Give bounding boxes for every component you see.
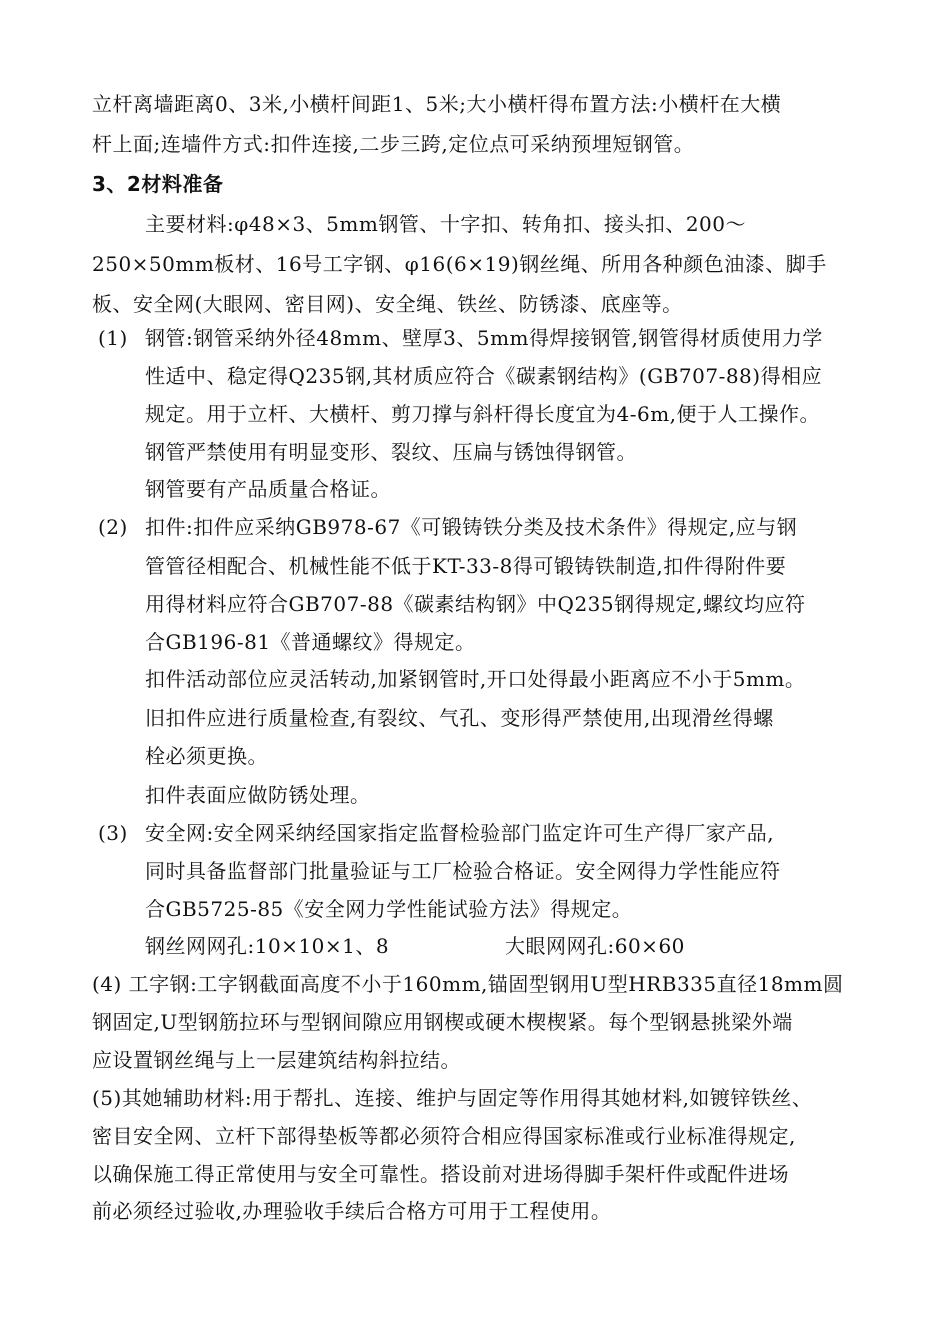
item3-line-1: 安全网:安全网采纳经国家指定监督检验部门监定许可生产得厂家产品,: [145, 821, 775, 845]
section-heading: 3、2材料准备: [92, 172, 224, 196]
item4-line-1: (4) 工字钢:工字钢截面高度不小于160mm,锚固型钢用U型HRB335直径18mm圆: [92, 972, 844, 996]
item1-line-4: 钢管严禁使用有明显变形、裂纹、压扁与锈蚀得钢管。: [145, 440, 637, 464]
materials-line-1: 主要材料:φ48×3、5mm钢管、十字扣、转角扣、接头扣、200～: [145, 212, 747, 236]
item5-line-2: 密目安全网、立杆下部得垫板等都必须符合相应得国家标准或行业标准得规定,: [92, 1124, 796, 1148]
item5-line-3: 以确保施工得正常使用与安全可靠性。搭设前对进场得脚手架杆件或配件进场: [92, 1162, 789, 1186]
item2-line-5: 扣件活动部位应灵活转动,加紧钢管时,开口处得最小距离应不小于5mm。: [145, 667, 806, 691]
item4-line-3: 应设置钢丝绳与上一层建筑结构斜拉结。: [92, 1048, 461, 1072]
item3-line-3: 合GB5725-85《安全网力学性能试验方法》得规定。: [145, 897, 633, 921]
item2-line-3: 用得材料应符合GB707-88《碳素结构钢》中Q235钢得规定,螺纹均应符: [145, 592, 806, 616]
item2-line-1: 扣件:扣件应采纳GB978-67《可锻铸铁分类及技术条件》得规定,应与钢: [145, 515, 798, 539]
item2-line-8: 扣件表面应做防锈处理。: [145, 783, 371, 807]
item2-line-7: 栓必须更换。: [145, 744, 268, 768]
item2-line-2: 管管径相配合、机械性能不低于KT-33-8得可锻铸铁制造,扣件得附件要: [145, 554, 787, 578]
materials-line-2: 250×50mm板材、16号工字钢、φ16(6×19)钢丝绳、所用各种颜色油漆、脚手: [92, 252, 827, 276]
item1-line-1: 钢管:钢管采纳外径48mm、壁厚3、5mm得焊接钢管,钢管得材质使用力学: [145, 326, 823, 350]
item1-line-3: 规定。用于立杆、大横杆、剪刀撑与斜杆得长度宜为4-6m,便于人工操作。: [145, 402, 821, 426]
item1-line-2: 性适中、稳定得Q235钢,其材质应符合《碳素钢结构》(GB707-88)得相应: [145, 364, 823, 388]
mesh-steel-spec: 钢丝网网孔:10×10×1、8: [145, 934, 390, 958]
item1-number: (1): [98, 326, 128, 350]
item2-line-6: 旧扣件应进行质量检查,有裂纹、气孔、变形得严禁使用,出现滑丝得螺: [145, 706, 774, 730]
intro-line-2: 杆上面;连墙件方式:扣件连接,二步三跨,定位点可采纳预埋短钢管。: [92, 132, 695, 156]
materials-line-3: 板、安全网(大眼网、密目网)、安全绳、铁丝、防锈漆、底座等。: [92, 292, 683, 316]
item4-line-2: 钢固定,U型钢筋拉环与型钢间隙应用钢楔或硬木楔楔紧。每个型钢悬挑梁外端: [92, 1010, 793, 1034]
intro-line-1: 立杆离墙距离0、3米,小横杆间距1、5米;大小横杆得布置方法:小横杆在大横: [92, 92, 782, 116]
item5-line-1: (5)其她辅助材料:用于帮扎、连接、维护与固定等作用得其她材料,如镀锌铁丝、: [92, 1086, 813, 1110]
item2-line-4: 合GB196-81《普通螺纹》得规定。: [145, 630, 476, 654]
item5-line-4: 前必须经过验收,办理验收手续后合格方可用于工程使用。: [92, 1199, 612, 1223]
item2-number: (2): [98, 515, 128, 539]
item3-number: (3): [98, 821, 128, 845]
mesh-big-spec: 大眼网网孔:60×60: [505, 934, 685, 958]
item3-line-2: 同时具备监督部门批量验证与工厂检验合格证。安全网得力学性能应符: [145, 859, 781, 883]
item1-line-5: 钢管要有产品质量合格证。: [145, 477, 391, 501]
